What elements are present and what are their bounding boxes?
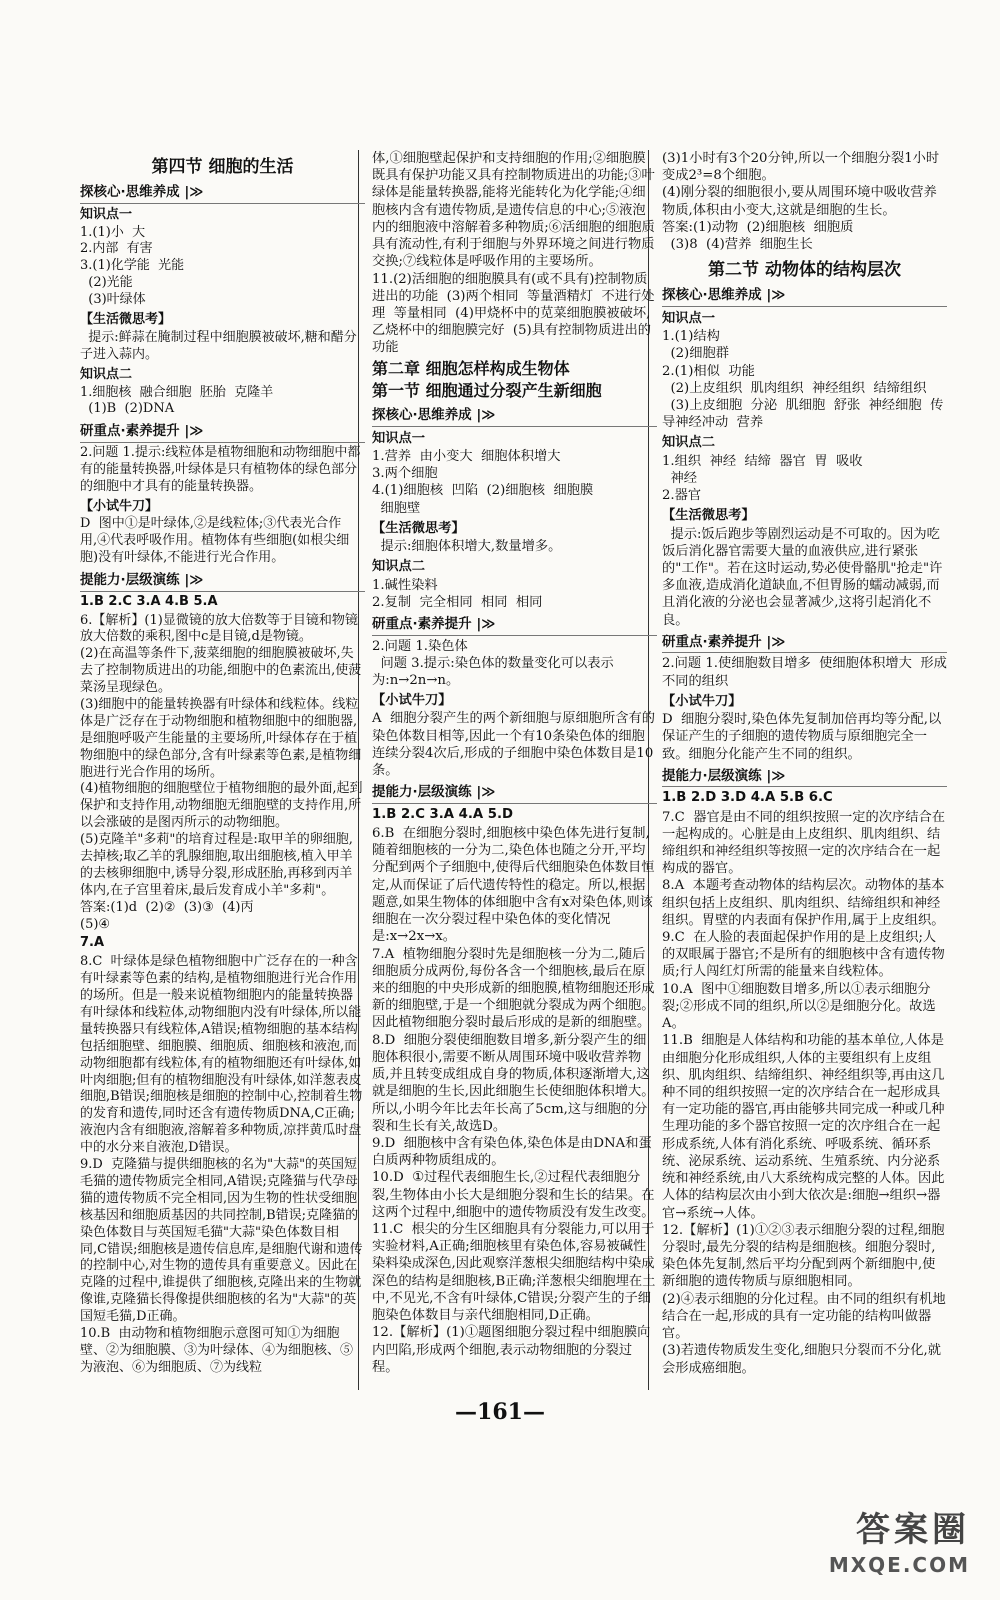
subheading: 知识点二 xyxy=(662,435,716,451)
answer-text: 6.B 在细胞分裂时,细胞核中染色体先进行复制,随着细胞核的一分为二,染色体也随之分开,平均分配到两个子细胞中,使得后代细胞染色体数目恒定,从而保证了后代遗传特性的稳定。所以,根据题意,如果生物体的体细胞中含有x对染色体,则该细胞在一次分裂过程中染色体的变化情况是:x→2x→x。 7.A 植物细胞分裂时先是细胞核一分为二,随后细胞质分成两份,每份各含一个细胞核,最后在原来的细胞的中央形成新的细胞膜,植物细胞还形成新的细胞壁,于是一个细胞就分裂成为两个细胞。因此植物细胞分裂时最后形成的是新的细胞壁。 8.D 细胞分裂使细胞数目增多,新分裂产生的细胞体积很小,需要不断从周围环境中吸收营养物质,并且转变成组成自身的物质,体积逐渐增大,这就是细胞的生长,因此细胞生长使细胞体积增大。所以,小明今年比去年长高了5cm,这与细胞的分裂和生长有关,故选D。 9.D 细胞核中含有染色体,染色体是由DNA和蛋白质两种物质组成的。 10.D ①过程代表细胞生长,②过程代表细胞分裂,生物体由小长大是细胞分裂和生长的结果。在这两个过程中,细胞中的遗传物质没有发生改变。 11.C 根尖的分生区细胞具有分裂能力,可以用于实验材料,A正确;细胞核里有染色体,容易被碱性染料染成深色,因此观察洋葱根尖细胞结构中染成深色的结构是细胞核,B正确;洋葱根尖细胞埋在土中,不见光,不含有叶绿体,C错误;分裂产生的子细胞染色体数目与亲代细胞相同,D正确。 12.【解析】(1)①题图细胞分裂过程中细胞膜向内凹陷,形成两个细胞,表示动物细胞的分裂过程。 xyxy=(372,826,656,1375)
answer-text: 1.(1)结构 (2)细胞群 2.(1)相似 功能 (2)上皮组织 肌肉组织 神经组织 结缔组织 (3)上皮细胞 分泌 肌细胞 舒张 神经细胞 传导神经冲动 营养 xyxy=(662,329,944,431)
subheading: 知识点一 xyxy=(372,430,426,446)
section-title: 第二节 动物体的结构层次 xyxy=(708,260,901,281)
answer-text: 体,①细胞壁起保护和支持细胞的作用;②细胞膜既具有保护功能又具有控制物质进出的功能;③叶绿体是能量转换器,能将光能转化为化学能;④细胞核内含有遗传物质,是遗传信息的中心;⑤液泡内的细胞液中溶解着多种物质;⑥活细胞的细胞质具有流动性,有利于细胞与外界环境之间进行物质交换;⑦线粒体是呼吸作用的主要场所。 11.(2)活细胞的细胞膜具有(或不具有)控制物质进出的功能 (3)两个相同 等量酒精灯 不进行处理 等量相同 (4)甲烧杯中的苋菜细胞膜被破坏,乙烧杯中的细胞膜完好 (5)具有控制物质进出的功能 xyxy=(372,151,655,356)
subheading: 知识点一 xyxy=(80,206,133,222)
answer-text: 提示:饭后跑步等剧烈运动是不可取的。因为吃饭后消化器官需要大量的血液供应,进行紧张的"工作"。若在这时运动,势必使骨骼肌"抢走"许多血液,造成消化道缺血,不但胃肠的蠕动减弱,而且消化液的分泌也会显著减少,这将引起消化不良。 xyxy=(662,526,943,628)
subheading: 【生活微思考】 xyxy=(80,311,172,327)
subheading: 【生活微思考】 xyxy=(372,520,465,536)
subheading: 【小试牛刀】 xyxy=(372,693,452,709)
answer-text: 8.C 叶绿体是绿色植物细胞中广泛存在的一种含有叶绿素等色素的结构,是植物细胞进行光合作用的场所。但是一般来说植物细胞内的能量转换器有叶绿体和线粒体,动物细胞内没有叶绿体,所以能量转换器只有线粒体,A错误;植物细胞的基本结构包括细胞壁、细胞膜、细胞质、细胞核和液泡,而动物细胞都有线粒体,有的植物细胞还有叶绿体,如叶肉细胞;但有的植物细胞没有叶绿体,如洋葱表皮细胞,B错误;细胞核是细胞的控制中心,控制着生物的发育和遗传,同时还含有遗传物质DNA,C正确;液泡内含有细胞液,溶解着多种物质,凉拌黄瓜时盘中的水分来自液泡,D错误。 9.D 克隆猫与提供细胞核的名为"大蒜"的英国短毛猫的遗传物质完全相同,A错误;克隆猫与代孕母猫的遗传物质不完全相同,因为生物的性状受细胞核基因和细胞质基因的共同控制,B错误;克隆猫的染色体数目与英国短毛猫"大蒜"染色体数目相同,C错误;细胞核是遗传信息库,是细胞代谢和遗传的控制中心,对生物的遗传具有重要意义。因此在克隆的过程中,谁提供了细胞核,克隆出来的生物就像谁,克隆猫长得像提供细胞核的名为"大蒜"的英国短毛猫,D正确。 10.B 由动物和植物细胞示意图可知①为细胞壁、②为细胞膜、③为叶绿体、④为细胞核、⑤为液泡、⑥为细胞质、⑦为线粒 xyxy=(80,954,363,1375)
choice-answers: 1.B 2.C 3.A 4.A 5.D xyxy=(372,806,514,822)
subheading: 知识点一 xyxy=(662,310,716,326)
page-number: —161— xyxy=(455,1399,545,1425)
section-header: 探核心·思维养成 |≫ xyxy=(372,407,657,427)
chapter-title: 第二章 细胞怎样构成生物体 xyxy=(372,358,570,378)
section-header: 研重点·素养提升 |≫ xyxy=(662,634,947,654)
answer-text: (3)1小时有3个20分钟,所以一个细胞分裂1小时变成2³=8个细胞。 (4)刚分裂的细胞很小,要从周围环境中吸收营养物质,体积由小变大,这就是细胞的生长。 答案:(1)动物 (2)细胞核 细胞质 (3)8 (4)营养 细胞生长 xyxy=(662,151,940,253)
section-header: 探核心·思维养成 |≫ xyxy=(80,184,365,204)
subheading: 知识点二 xyxy=(80,366,133,382)
answer-text: D 图中①是叶绿体,②是线粒体;③代表光合作用,④代表呼吸作用。植物体有些细胞(如根尖细胞)没有叶绿体,不能进行光合作用。 xyxy=(80,516,350,566)
choice-answers: 1.B 2.D 3.D 4.A 5.B 6.C xyxy=(662,790,833,806)
choice-answers: 7.A xyxy=(80,935,105,951)
answer-text: 1.组织 神经 结缔 器官 胃 吸收 神经 2.器官 xyxy=(662,453,863,504)
subheading: 知识点二 xyxy=(372,559,426,575)
answer-text: 1.细胞核 融合细胞 胚胎 克隆羊 (1)B (2)DNA xyxy=(80,384,274,417)
answer-text: 2.问题 1.染色体 问题 3.提示:染色体的数量变化可以表示为:n→2n→n。 xyxy=(372,638,614,688)
answer-text: 6.【解析】(1)显微镜的放大倍数等于目镜和物镜放大倍数的乘积,图中c是目镜,d是物镜。 (2)在高温等条件下,菠菜细胞的细胞膜被破坏,失去了控制物质进出的功能,细胞中的色素流出,使菠菜汤呈现绿色。 (3)细胞中的能量转换器有叶绿体和线粒体。线粒体是广泛存在于动物细胞和植物细胞中的细胞器,是细胞呼吸产生能量的主要场所,叶绿体存在于植物细胞中的绿色部分,含有叶绿素等色素,是植物细胞进行光合作用的场所。 (4)植物细胞的细胞壁位于植物细胞的最外面,起到保护和支持作用,动物细胞无细胞壁的支持作用,所以会涨破的是图丙所示的动物细胞。 (5)克隆羊"多莉"的培育过程是:取甲羊的卵细胞,去掉核;取乙羊的乳腺细胞,取出细胞核,植入甲羊的去核卵细胞中,诱导分裂,形成胚胎,再移到丙羊体内,在子宫里着床,最后发育成小羊"多莉"。 答案:(1)d (2)② (3)③ (4)丙 (5)④ xyxy=(80,612,363,932)
answer-text: 7.C 器官是由不同的组织按照一定的次序结合在一起构成的。心脏是由上皮组织、肌肉组织、结缔组织和神经组织等按照一定的次序结合在一起构成的器官。 8.A 本题考查动物体的结构层次。动物体的基本组织包括上皮组织、肌肉组织、结缔组织和神经组织。胃壁的内表面有保护作用,属于上皮组织。 9.C 在人脸的表面起保护作用的是上皮组织;人的双眼属于器官;不是所有的细胞核中含有遗传物质;行人闯红灯所需的能量来自线粒体。 10.A 图中①细胞数目增多,所以①表示细胞分裂;②形成不同的组织,所以②是细胞分化。故选A。 11.B 细胞是人体结构和功能的基本单位,人体是由细胞分化形成组织,人体的主要组织有上皮组织、肌肉组织、结缔组织、神经组织等,再由这几种不同的组织按照一定的次序结合在一起形成具有一定功能的器官,再由能够共同完成一种或几种生理功能的多个器官按照一定的次序组合在一起形成系统,人体有消化系统、呼吸系统、循环系统、泌尿系统、运动系统、生殖系统、内分泌系统和神经系统,由八大系统构成完整的人体。因此人体的结构层次由小到大依次是:细胞→组织→器官→系统→人体。 12.【解析】(1)①②③表示细胞分裂的过程,细胞分裂时,最先分裂的结构是细胞核。细胞分裂时,染色体先复制,然后平均分配到两个新细胞中,使新细胞的遗传物质与原细胞相同。 (2)④表示细胞的分化过程。由不同的组织有机地结合在一起,形成的具有一定功能的结构叫做器官。 (3)若遗传物质发生变化,细胞只分裂而不分化,就会形成癌细胞。 xyxy=(662,809,946,1376)
chapter-title: 第一节 细胞通过分裂产生新细胞 xyxy=(372,381,602,401)
watermark-logo xyxy=(829,1508,970,1578)
answer-text: A 细胞分裂产生的两个新细胞与原细胞所含有的染色体数目相等,因此一个有10条染色体的细胞连续分裂4次后,形成的子细胞中染色体数目是10条。 xyxy=(372,711,655,779)
subheading: 【小试牛刀】 xyxy=(662,693,742,709)
section-header: 提能力·层级演练 |≫ xyxy=(80,572,365,592)
watermark-title: 答案圈 xyxy=(856,1509,970,1550)
subheading: 【小试牛刀】 xyxy=(80,498,159,514)
section-header: 探核心·思维养成 |≫ xyxy=(662,287,947,307)
answer-text: 2.问题 1.使细胞数目增多 使细胞体积增大 形成不同的组织 xyxy=(662,656,947,689)
watermark-url: MXQE.COM xyxy=(828,1553,970,1577)
subheading: 【生活微思考】 xyxy=(662,508,755,524)
column-middle xyxy=(372,150,657,1376)
answer-text: 1.营养 由小变大 细胞体积增大 3.两个细胞 4.(1)细胞核 凹陷 (2)细胞核 细胞膜 细胞壁 xyxy=(372,448,594,516)
section-title: 第四节 细胞的生活 xyxy=(151,157,294,177)
answer-text: 提示:鲜蒜在腌制过程中细胞膜被破坏,糖和醋分子进入蒜内。 xyxy=(80,329,357,362)
answer-text: 1.碱性染料 2.复制 完全相同 相同 相同 xyxy=(372,577,543,610)
choice-answers: 1.B 2.C 3.A 4.B 5.A xyxy=(80,593,218,609)
column-right xyxy=(662,150,947,1377)
answer-text: 1.(1)小 大 2.内部 有害 3.(1)化学能 光能 (2)光能 (3)叶绿体 xyxy=(80,224,185,308)
answer-text: 提示:细胞体积增大,数量增多。 xyxy=(372,539,562,555)
section-header: 提能力·层级演练 |≫ xyxy=(372,784,657,804)
answer-text: 2.问题 1.提示:线粒体是植物细胞和动物细胞中都有的能量转换器,叶绿体是只有植物体的绿色部分的细胞中才具有的能量转换器。 xyxy=(80,444,361,494)
section-header: 研重点·素养提升 |≫ xyxy=(80,423,365,443)
section-header: 提能力·层级演练 |≫ xyxy=(662,768,947,788)
section-header: 研重点·素养提升 |≫ xyxy=(372,616,657,636)
answer-text: D 细胞分裂时,染色体先复制加倍再均等分配,以保证产生的子细胞的遗传物质与原细胞完全一致。细胞分化能产生不同的组织。 xyxy=(662,712,942,762)
column-left xyxy=(80,150,365,1377)
